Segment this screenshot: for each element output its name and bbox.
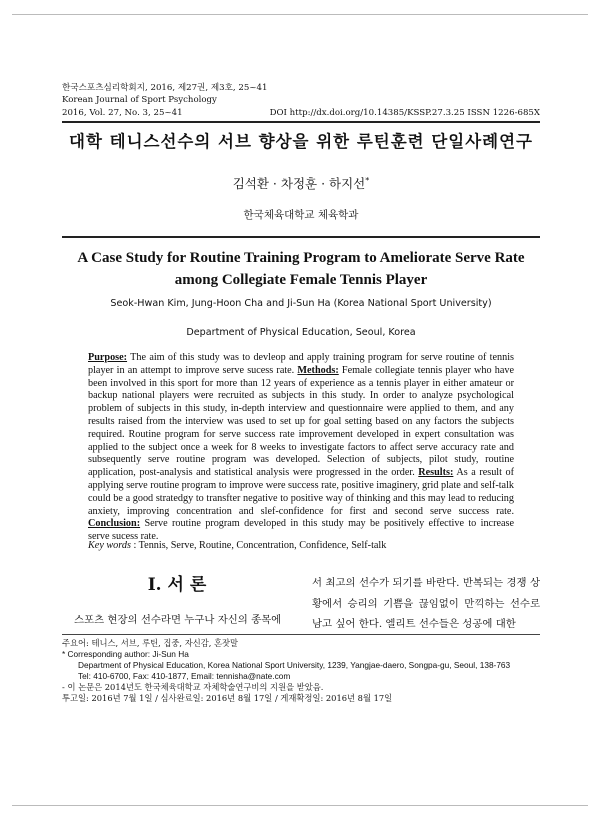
authors-korean xyxy=(62,174,540,192)
corresponding-mark: * xyxy=(365,175,370,185)
doi-issn: DOI http://dx.doi.org/10.14385/KSSP.27.3.25 ISSN 1226-685X xyxy=(269,107,540,118)
journal-volume-row xyxy=(62,107,540,119)
keywords-label: Key words xyxy=(88,540,131,551)
abstract xyxy=(88,352,514,544)
abstract-methods-label: Methods: xyxy=(297,364,339,376)
title-english-line2: among Collegiate Female Tennis Player xyxy=(174,272,428,288)
journal-volume: 2016, Vol. 27, No. 3, 25~41 xyxy=(62,107,183,118)
footnote-corresponding-author: * Corresponding author: Ji-Sun Ha xyxy=(62,649,189,660)
affiliation-korean: 한국체육대학교 체육학과 xyxy=(243,209,359,221)
section-heading: I. 서 론 xyxy=(147,575,207,595)
footnotes xyxy=(62,638,540,705)
header-rule xyxy=(62,121,540,123)
abstract-purpose-label: Purpose: xyxy=(88,352,128,363)
journal-header xyxy=(62,82,540,119)
footnote-address: Department of Physical Education, Korea National Sport University, 1239, Yangjae-daero, Songpa-gu, Seoul, 138-763 xyxy=(78,660,511,671)
keywords xyxy=(88,540,514,551)
title-korean: 대학 테니스선수의 서브 향상을 위한 루틴훈련 단일사례연구 xyxy=(69,132,533,151)
body-left-column: 스포츠 현장의 선수라면 누구나 자신의 종목에 xyxy=(74,614,282,626)
title-rule xyxy=(62,236,540,238)
keywords-text: : Tennis, Serve, Routine, Concentration, Confidence, Self-talk xyxy=(130,540,387,551)
footnote-keywords-kr: 주요어: 테니스, 서브, 루틴, 집중, 자신감, 혼잣말 xyxy=(62,638,239,648)
page-frame-top xyxy=(12,14,588,15)
authors-korean-names: 김석환 · 차정훈 · 하지선 xyxy=(232,176,366,191)
footnote-rule xyxy=(62,634,540,635)
abstract-methods-text: Female collegiate tennis player who have been involved in this sport for more than 12 years of experience as a tennis player in either amateur or backup national players were recruited as subjects in this study. In order to analyze psychological problem of subjects in this study, in-depth interview and questionnaire were applied to them, and any results raised from the interview was used to set up for goal setting based on any factors the subjects required. Routine program for serve success rate improvement developed in expert consultation was applied to the subject once a week for 8 weeks to investigate factors to affect serve accuracy rate and subsequently serve routine program was developed. Selection of subjects, pilot study, routine application, post-analysis and statistical analysis were progressed in the order. xyxy=(88,364,514,479)
title-english-line1: A Case Study for Routine Training Program to Ameliorate Serve Rate xyxy=(77,250,525,266)
journal-citation-kr: 한국스포츠심리학회지, 2016, 제27권, 제3호, 25~41 xyxy=(62,83,268,93)
journal-name-en: Korean Journal of Sport Psychology xyxy=(62,95,217,106)
footnote-dates: 투고일: 2016년 7월 1일 / 심사완료일: 2016년 8월 17일 / 게재확정일: 2016년 8월 17일 xyxy=(62,693,393,704)
body-right-column: 서 최고의 선수가 되기를 바란다. 반복되는 경쟁 상황에서 승리의 기쁨을 끊임없이 만끽하는 선수로 남고 싶어 한다. 엘리트 선수들은 성공에 대한 xyxy=(312,577,540,630)
affiliation-english: Department of Physical Education, Seoul, Korea xyxy=(186,327,416,338)
abstract-conclusion-text: Serve routine program developed in this study may be positively effective to increase serve sucess rate. xyxy=(88,518,514,543)
abstract-results-text: As a result of applying serve routine program to improve were success rate, positive imaginery, grid plate and self-talk could be a good stratedgy to transfter negative to positive way of thinking and this may lead to reducing anxiety, improving concentration and slef-confidence for first and second serve success rate. xyxy=(88,467,514,517)
title-english xyxy=(62,247,540,291)
page-frame-bottom xyxy=(12,805,588,806)
authors-english: Seok-Hwan Kim, Jung-Hoon Cha and Ji-Sun Ha (Korea National Sport University) xyxy=(110,298,492,309)
footnote-funding: - 이 논문은 2014년도 한국체육대학교 자체학술연구비의 지원을 받았음. xyxy=(62,682,324,693)
abstract-conclusion-label: Conclusion: xyxy=(88,518,141,530)
abstract-results-label: Results: xyxy=(418,467,454,479)
abstract-purpose-text: The aim of this study was to devleop and apply training program for serve routine of tennis player in an attempt to improve serve sucess rate. xyxy=(88,352,514,376)
footnote-contact: Tel: 410-6700, Fax: 410-1877, Email: tennisha@nate.com xyxy=(78,671,291,682)
